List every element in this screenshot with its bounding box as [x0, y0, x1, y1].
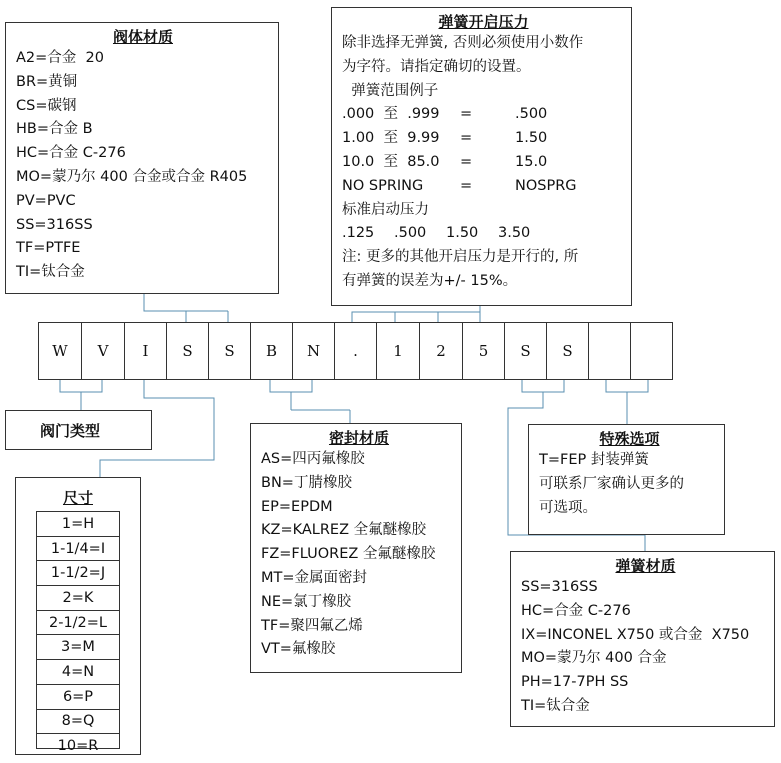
spring-material-item: PH=17-7PH SS [521, 674, 629, 691]
spring-example-eq: = [460, 153, 473, 170]
body-material-box [5, 22, 279, 294]
valve-type-box [5, 410, 152, 450]
spring-pressure-box [331, 7, 632, 306]
body-material-item: TI=钛合金 [16, 264, 85, 281]
code-cell: . [334, 322, 377, 380]
body-material-item: HC=合金 C-276 [16, 145, 126, 162]
std-pressure-value: .500 [394, 225, 427, 242]
spring-example-range: 1.00 至 9.99 [342, 130, 440, 147]
spring-material-item: TI=钛合金 [521, 697, 590, 714]
spring-examples [342, 103, 625, 198]
body-material-title: 阀体材质 [112, 28, 173, 46]
spring-example-row [342, 127, 625, 151]
body-material-item: A2=合金 20 [16, 50, 104, 66]
spring-example-eq: = [460, 130, 473, 147]
special-options-connector [606, 380, 648, 392]
body-material-item: MO=蒙乃尔 400 合金或合金 R405 [16, 168, 248, 185]
spring-example-eq: = [460, 177, 473, 194]
spring-note-line: 注: 更多的其他开启压力是开行的, 所 [342, 249, 579, 266]
spring-material-item: HC=合金 C-276 [521, 602, 631, 619]
code-cell: 2 [419, 322, 463, 380]
spring-example-row [342, 103, 625, 127]
code-cell [588, 322, 631, 380]
spring-note-line: 为字符。请指定确切的设置。 [342, 58, 531, 75]
size-table [36, 511, 120, 755]
special-options-title: 特殊选项 [599, 430, 660, 448]
seal-material-title: 密封材质 [328, 429, 389, 447]
seal-material-item: NE=氯丁橡胶 [261, 593, 352, 610]
body-material-item: PV=PVC [16, 192, 76, 209]
seal-material-item: AS=四丙氟橡胶 [261, 451, 365, 467]
seal-material-item: BN=丁腈橡胶 [261, 474, 352, 491]
code-cell: S [504, 322, 547, 380]
std-pressure-value: 3.50 [498, 225, 531, 242]
code-cell: 1 [376, 322, 420, 380]
spring-material-list [521, 576, 770, 719]
std-pressure-value: 1.50 [446, 225, 479, 242]
size-table-body [37, 512, 119, 758]
body-material-item: HB=合金 B [16, 121, 93, 138]
spring-material-item: MO=蒙乃尔 400 合金 [521, 650, 667, 667]
seal-material-item: TF=聚四氟乙烯 [261, 617, 363, 634]
size-item: 2-1/2=L [37, 610, 119, 635]
std-pressure-value: .125 [342, 225, 375, 242]
special-option-line: 可联系厂家确认更多的 [539, 475, 684, 492]
spring-material-title: 弹簧材质 [615, 557, 676, 575]
code-cell: B [250, 322, 293, 380]
seal-material-item: VT=氟橡胶 [261, 641, 336, 658]
size-item: 2=K [37, 586, 119, 611]
seal-material-box [250, 423, 462, 673]
code-cell [630, 322, 673, 380]
code-cell: 5 [462, 322, 505, 380]
spring-example-eq: = [460, 106, 473, 123]
seal-material-item: FZ=FLUOREZ 全氟醚橡胶 [261, 546, 436, 563]
code-cell: S [166, 322, 209, 380]
size-item: 8=Q [37, 709, 119, 734]
code-cell: S [546, 322, 589, 380]
spring-example-range: .000 至 .999 [342, 106, 440, 123]
seal-material-item: MT=金属面密封 [261, 569, 368, 586]
seal-material-list [261, 448, 457, 662]
code-cell: W [38, 322, 82, 380]
size-item: 10=R [57, 738, 99, 755]
spring-example-value: NOSPRG [515, 177, 577, 194]
spring-example-range: 10.0 至 85.0 [342, 153, 440, 170]
spring-material-connector [522, 380, 564, 392]
size-item: 6=P [37, 684, 119, 709]
size-item: 1-1/4=I [37, 536, 119, 561]
code-cell: I [124, 322, 167, 380]
body-material-item: CS=碳钢 [16, 97, 77, 114]
valve-type-title: 阀门类型 [40, 421, 101, 440]
body-material-connector [144, 294, 186, 322]
seal-material-item: KZ=KALREZ 全氟醚橡胶 [261, 522, 427, 539]
special-options-box [528, 424, 725, 535]
std-pressure-label: 标准启动压力 [342, 201, 429, 218]
body-material-item: TF=PTFE [16, 240, 81, 257]
body-material-item: SS=316SS [16, 216, 93, 233]
special-option-line: T=FEP 封装弹簧 [539, 452, 649, 468]
size-item: 1-1/2=J [37, 561, 119, 586]
spring-note-line: 有弹簧的误差为+/- 15%。 [342, 272, 518, 289]
size-box [15, 477, 141, 755]
size-item: 1=H [37, 512, 119, 536]
valve-type-connector [60, 380, 102, 392]
spring-material-box [510, 551, 775, 727]
spring-example-heading: 弹簧范围例子 [342, 82, 439, 99]
spring-example-row [342, 151, 625, 175]
size-item: 4=N [37, 660, 119, 685]
spring-note-line: 除非选择无弹簧, 否则必须使用小数作 [342, 35, 584, 51]
spring-material-item: IX=INCONEL X750 或合金 X750 [521, 626, 750, 643]
seal-material-connector [270, 380, 312, 392]
code-cell: N [292, 322, 335, 380]
code-cell: S [208, 322, 251, 380]
spring-material-item: SS=316SS [521, 579, 598, 595]
spring-example-value: 15.0 [515, 153, 548, 170]
spring-example-range: NO SPRING [342, 177, 424, 194]
size-item: 3=M [37, 635, 119, 660]
spring-pressure-title: 弹簧开启压力 [438, 13, 529, 31]
spring-example-row [342, 175, 625, 199]
special-option-line: 可选项。 [539, 499, 597, 516]
seal-material-item: EP=EPDM [261, 498, 333, 515]
std-pressure-values [342, 222, 625, 246]
body-material-list [16, 47, 270, 285]
body-material-item: BR=黄铜 [16, 73, 78, 90]
size-title: 尺寸 [62, 489, 93, 507]
spring-example-value: .500 [515, 106, 548, 123]
code-cell: V [81, 322, 125, 380]
spring-example-value: 1.50 [515, 130, 548, 147]
